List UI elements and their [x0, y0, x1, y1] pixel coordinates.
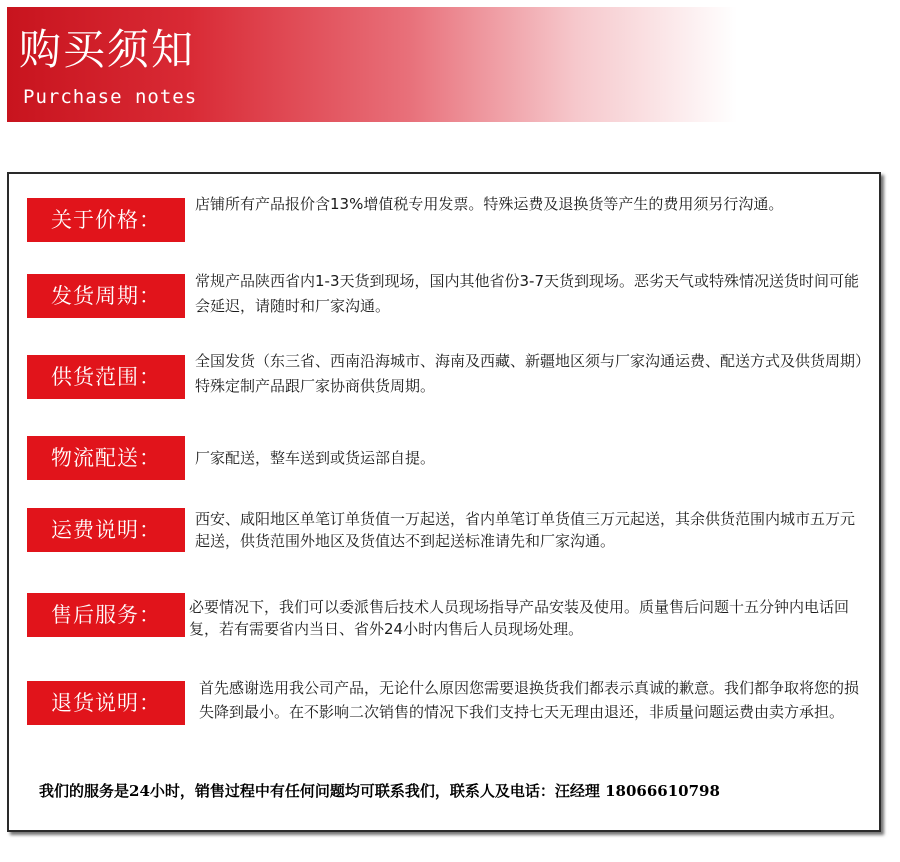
section-text: 全国发货（东三省、西南沿海城市、海南及西藏、新疆地区须与厂家沟通运费、配送方式及供货周期）特殊定制产品跟厂家协商供货周期。: [195, 352, 863, 395]
section-label: 运费说明：: [27, 508, 185, 552]
section-text: 必要情况下，我们可以委派售后技术人员现场指导产品安装及使用。质量售后问题十五分钟内电话回复，若有需要省内当日、省外24小时内售后人员现场处理。: [189, 598, 850, 638]
contact-footer: 我们的服务是24小时，销售过程中有任何问题均可联系我们，联系人及电话：汪经理 18066610798: [39, 782, 720, 800]
section-label: 关于价格：: [27, 198, 185, 242]
notes-panel: [7, 172, 881, 832]
header-banner: [7, 7, 737, 122]
page-subtitle: Purchase notes: [23, 86, 198, 108]
section-text: 西安、咸阳地区单笔订单货值一万起送，省内单笔订单货值三万元起送，其余供货范围内城市五万元起送，供货范围外地区及货值达不到起送标准请先和厂家沟通。: [195, 510, 856, 550]
section-text: 店铺所有产品报价含13%增值税专用发票。特殊运费及退换货等产生的费用须另行沟通。: [195, 195, 784, 213]
page-title: 购买须知: [19, 25, 196, 74]
section-label: 物流配送：: [27, 436, 185, 480]
section-label: 发货周期：: [27, 274, 185, 318]
section-label: 售后服务：: [27, 593, 185, 637]
section-label: 供货范围：: [27, 355, 185, 399]
section-text: 首先感谢选用我公司产品，无论什么原因您需要退换货我们都表示真诚的歉意。我们都争取将您的损失降到最小。在不影响二次销售的情况下我们支持七天无理由退还，非质量问题运费由卖方承担。: [199, 679, 860, 721]
section-label: 退货说明：: [27, 681, 185, 725]
section-text: 厂家配送，整车送到或货运部自提。: [195, 449, 436, 467]
section-text: 常规产品陕西省内1-3天货到现场，国内其他省份3-7天货到现场。恶劣天气或特殊情况送货时间可能会延迟，请随时和厂家沟通。: [195, 272, 860, 315]
